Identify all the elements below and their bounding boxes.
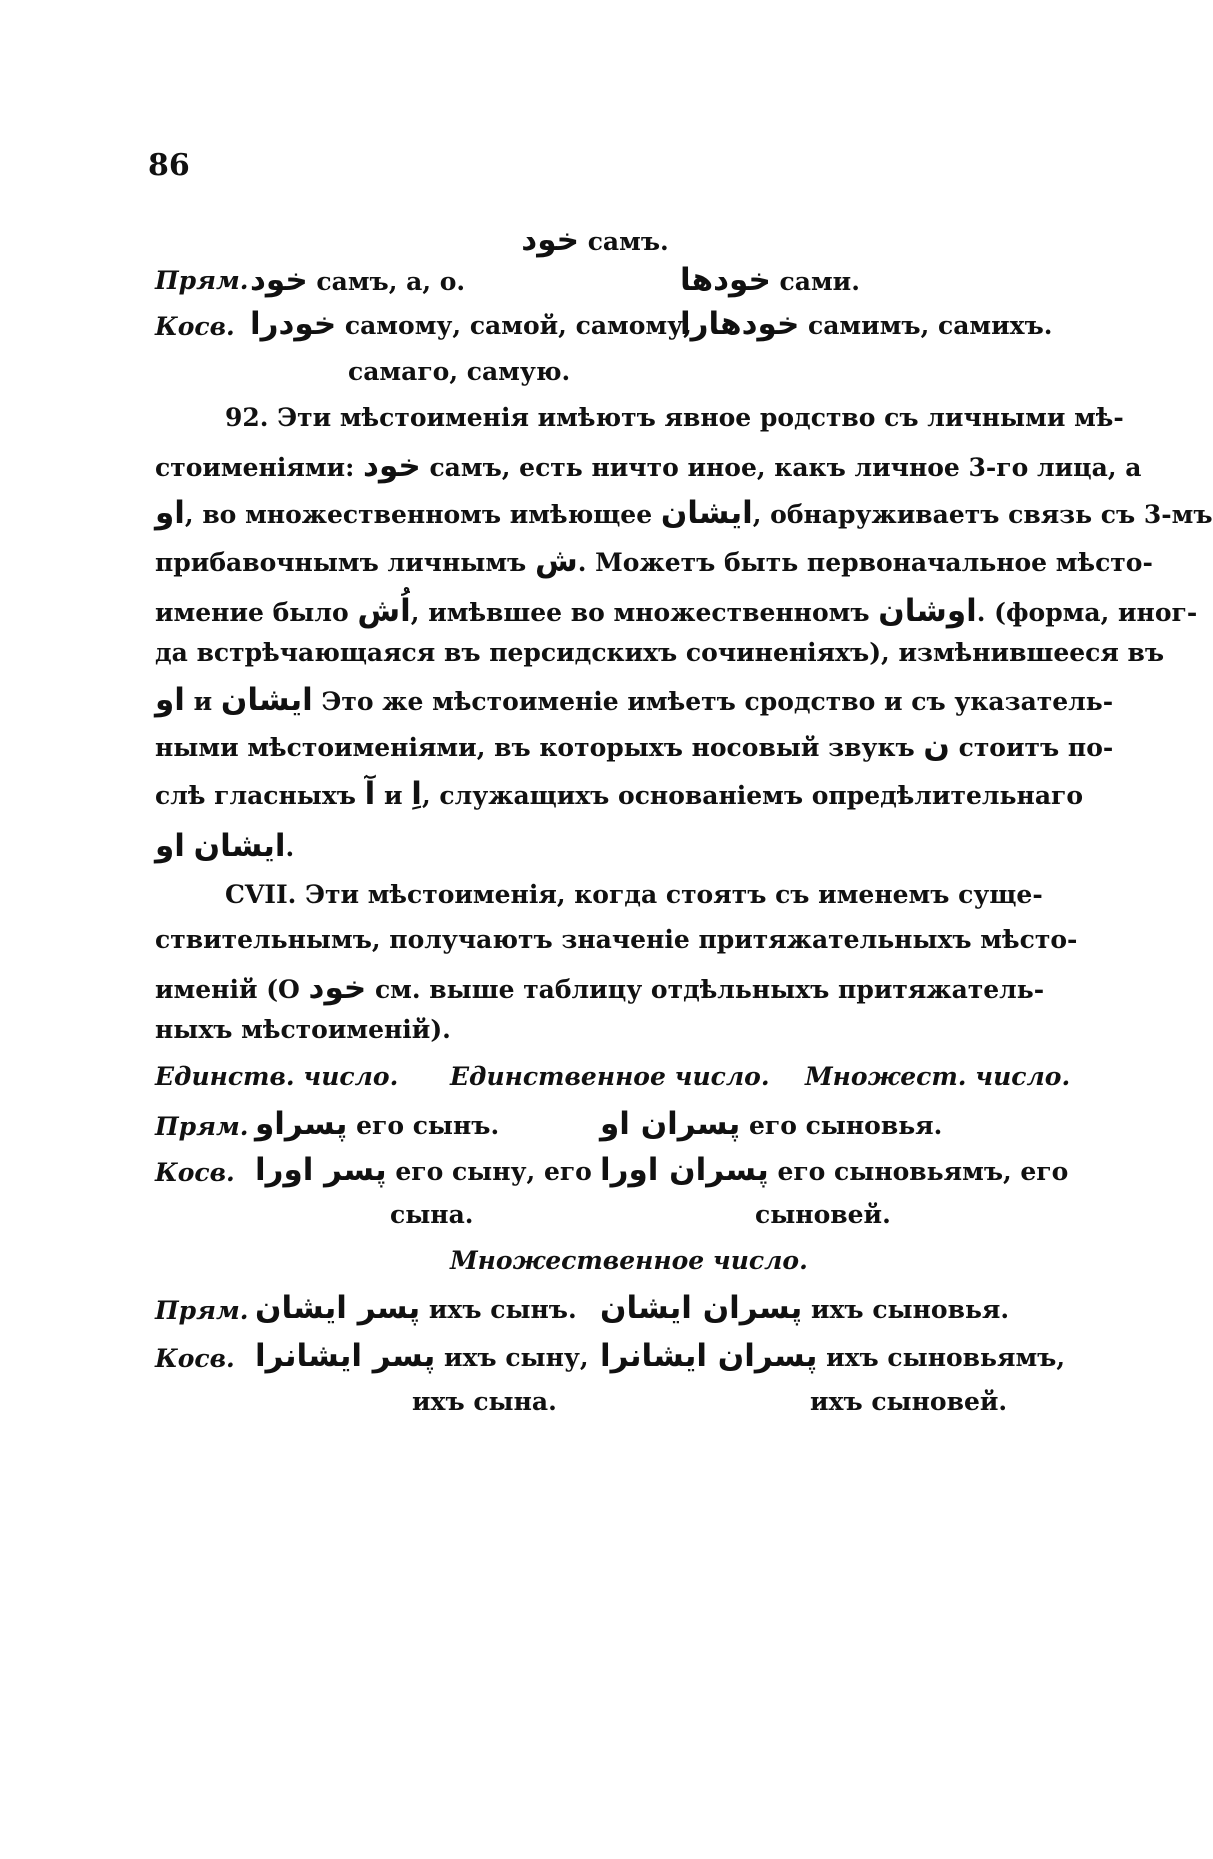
arabic-word: او [155, 495, 185, 531]
table2-r5-left [255, 1338, 589, 1374]
table2-r2-right [600, 1152, 1068, 1188]
arabic-word: پسر اورا [255, 1152, 387, 1188]
row-label-direct: Прям. [155, 266, 249, 295]
text: , во множественномъ имѣющее [184, 500, 653, 529]
para92-line6: да встрѣчающаяся въ персидскихъ сочиненіяхъ), измѣнившееся въ [155, 638, 1165, 667]
text: . [285, 833, 295, 862]
table2-header3: Множест. число. [805, 1062, 1071, 1091]
text: и [384, 781, 403, 810]
text: имeній (О [155, 975, 300, 1004]
para92-line9 [155, 776, 1084, 813]
table2-r4-left [255, 1290, 577, 1326]
para92-line4 [155, 543, 1153, 580]
para92-line3 [155, 495, 1213, 532]
text: ихъ сыновья. [810, 1295, 1010, 1324]
arabic-word: ایشان [220, 682, 313, 718]
arabic-word: پسران ایشانرا [600, 1338, 818, 1374]
text: Это же мѣстоименіе имѣетъ сродство и съ указатель- [321, 687, 1114, 716]
text: стоименіями: [155, 453, 355, 482]
arabic-word: او [155, 828, 185, 864]
arabic-word: پسر ایشانرا [255, 1338, 436, 1374]
section-heading [155, 222, 1035, 259]
arabic-word: خودها [680, 262, 771, 298]
text: . (форма, иног- [976, 598, 1198, 627]
arabic-word: پسر ایشان [255, 1290, 421, 1326]
row1-right [680, 262, 860, 298]
row-label-oblique: Косв. [155, 312, 235, 341]
row1-text2: сами. [779, 267, 860, 296]
arabic-word: ن [923, 728, 950, 764]
text: , обнаруживаетъ связь съ 3-мъ [752, 500, 1213, 529]
table2-r2-left [255, 1152, 592, 1188]
arabic-word: پسران اورا [600, 1152, 769, 1188]
row3-text: самаго, самую. [348, 357, 571, 386]
text: его сыновьямъ, его [777, 1157, 1069, 1186]
text: ихъ сыновьямъ, [826, 1343, 1066, 1372]
row2-text2: самимъ, самихъ. [808, 311, 1053, 340]
text: ными мѣстоименіями, въ которыхъ носовый звукъ [155, 733, 915, 762]
para107-line3 [155, 970, 1045, 1007]
para107-line1: CVII. Эти мѣстоименія, когда стоятъ съ именемъ суще- [225, 880, 1043, 909]
arabic-word: خود [363, 448, 421, 484]
arabic-word: خودرا [250, 306, 337, 342]
text: , имѣвшее во множественномъ [410, 598, 870, 627]
row2-left [250, 306, 692, 342]
arabic-word: خودهارا [680, 306, 800, 342]
arabic-word: ش [534, 543, 578, 579]
text: прибавочнымъ личнымъ [155, 548, 527, 577]
table2-label-direct: Прям. [155, 1112, 249, 1141]
table2-label-oblique: Косв. [155, 1158, 235, 1187]
text: самъ, есть ничто иное, какъ личное 3-го лица, а [429, 453, 1142, 482]
arabic-word: آ [364, 776, 376, 812]
plural-heading: Множественное число. [450, 1246, 808, 1275]
text: . Можетъ быть первоначальное мѣсто- [577, 548, 1153, 577]
para107-line4: ныхъ мѣстоименій). [155, 1015, 451, 1044]
heading-word: самъ. [587, 227, 669, 256]
row2-text1: самому, самой, самому, [344, 311, 692, 340]
row2-right [680, 306, 1052, 342]
table2-label-oblique-2: Косв. [155, 1344, 235, 1373]
arabic-word: اِ [411, 776, 422, 812]
table2-header2: Единственное число. [450, 1062, 770, 1091]
arabic-word: پسران او [600, 1106, 741, 1142]
para92-line1: 92. Эти мѣстоименія имѣютъ явное родство съ личными мѣ- [225, 403, 1124, 432]
row1-left [250, 262, 465, 298]
arabic-word: خود [250, 262, 308, 298]
text: , служащихъ основаніемъ опредѣлительнаго [421, 781, 1084, 810]
text: ихъ сынъ. [428, 1295, 577, 1324]
arabic-word: اُش [357, 593, 411, 629]
text: его сынъ. [356, 1111, 500, 1140]
arabic-word: ایشان [193, 828, 286, 864]
table2-r3-right: сыновей. [755, 1200, 891, 1229]
text: имение было [155, 598, 349, 627]
table2-label-direct-2: Прям. [155, 1296, 249, 1325]
arabic-word: خود [308, 970, 367, 1006]
para92-line2 [155, 448, 1142, 485]
para92-line5 [155, 593, 1198, 630]
table2-r5-right [600, 1338, 1065, 1374]
arabic-word: پسران ایشان [600, 1290, 803, 1326]
table2-r4-right [600, 1290, 1009, 1326]
arabic-word: ایشان [660, 495, 753, 531]
text: его сыновья. [748, 1111, 943, 1140]
para107-line2: ствительнымъ, получаютъ значеніе притяжательныхъ мѣсто- [155, 925, 1078, 954]
text: см. выше таблицу отдѣльныхъ притяжатель- [374, 975, 1045, 1004]
text: ихъ сыну, [443, 1343, 589, 1372]
table2-r6-right: ихъ сыновей. [810, 1387, 1008, 1416]
text: и [193, 687, 213, 716]
text: стоитъ по- [958, 733, 1114, 762]
text: его сыну, его [395, 1157, 592, 1186]
para92-line8 [155, 728, 1114, 765]
table2-r1-right [600, 1106, 942, 1142]
table2-header1: Единств. число. [155, 1062, 399, 1091]
table2-r6-left: ихъ сына. [412, 1387, 557, 1416]
arabic-word: اوشان [878, 593, 977, 629]
page-number: 86 [148, 148, 190, 183]
para92-line7 [155, 682, 1114, 719]
heading-arabic: خود [521, 222, 579, 258]
text: слѣ гласныхъ [155, 781, 356, 810]
para92-line10 [155, 828, 1035, 865]
row1-text1: самъ, а, о. [316, 267, 466, 296]
arabic-word: او [155, 682, 185, 718]
arabic-word: پسراو [255, 1106, 348, 1142]
table2-r1-left [255, 1106, 499, 1142]
table2-r3-left: сына. [390, 1200, 474, 1229]
